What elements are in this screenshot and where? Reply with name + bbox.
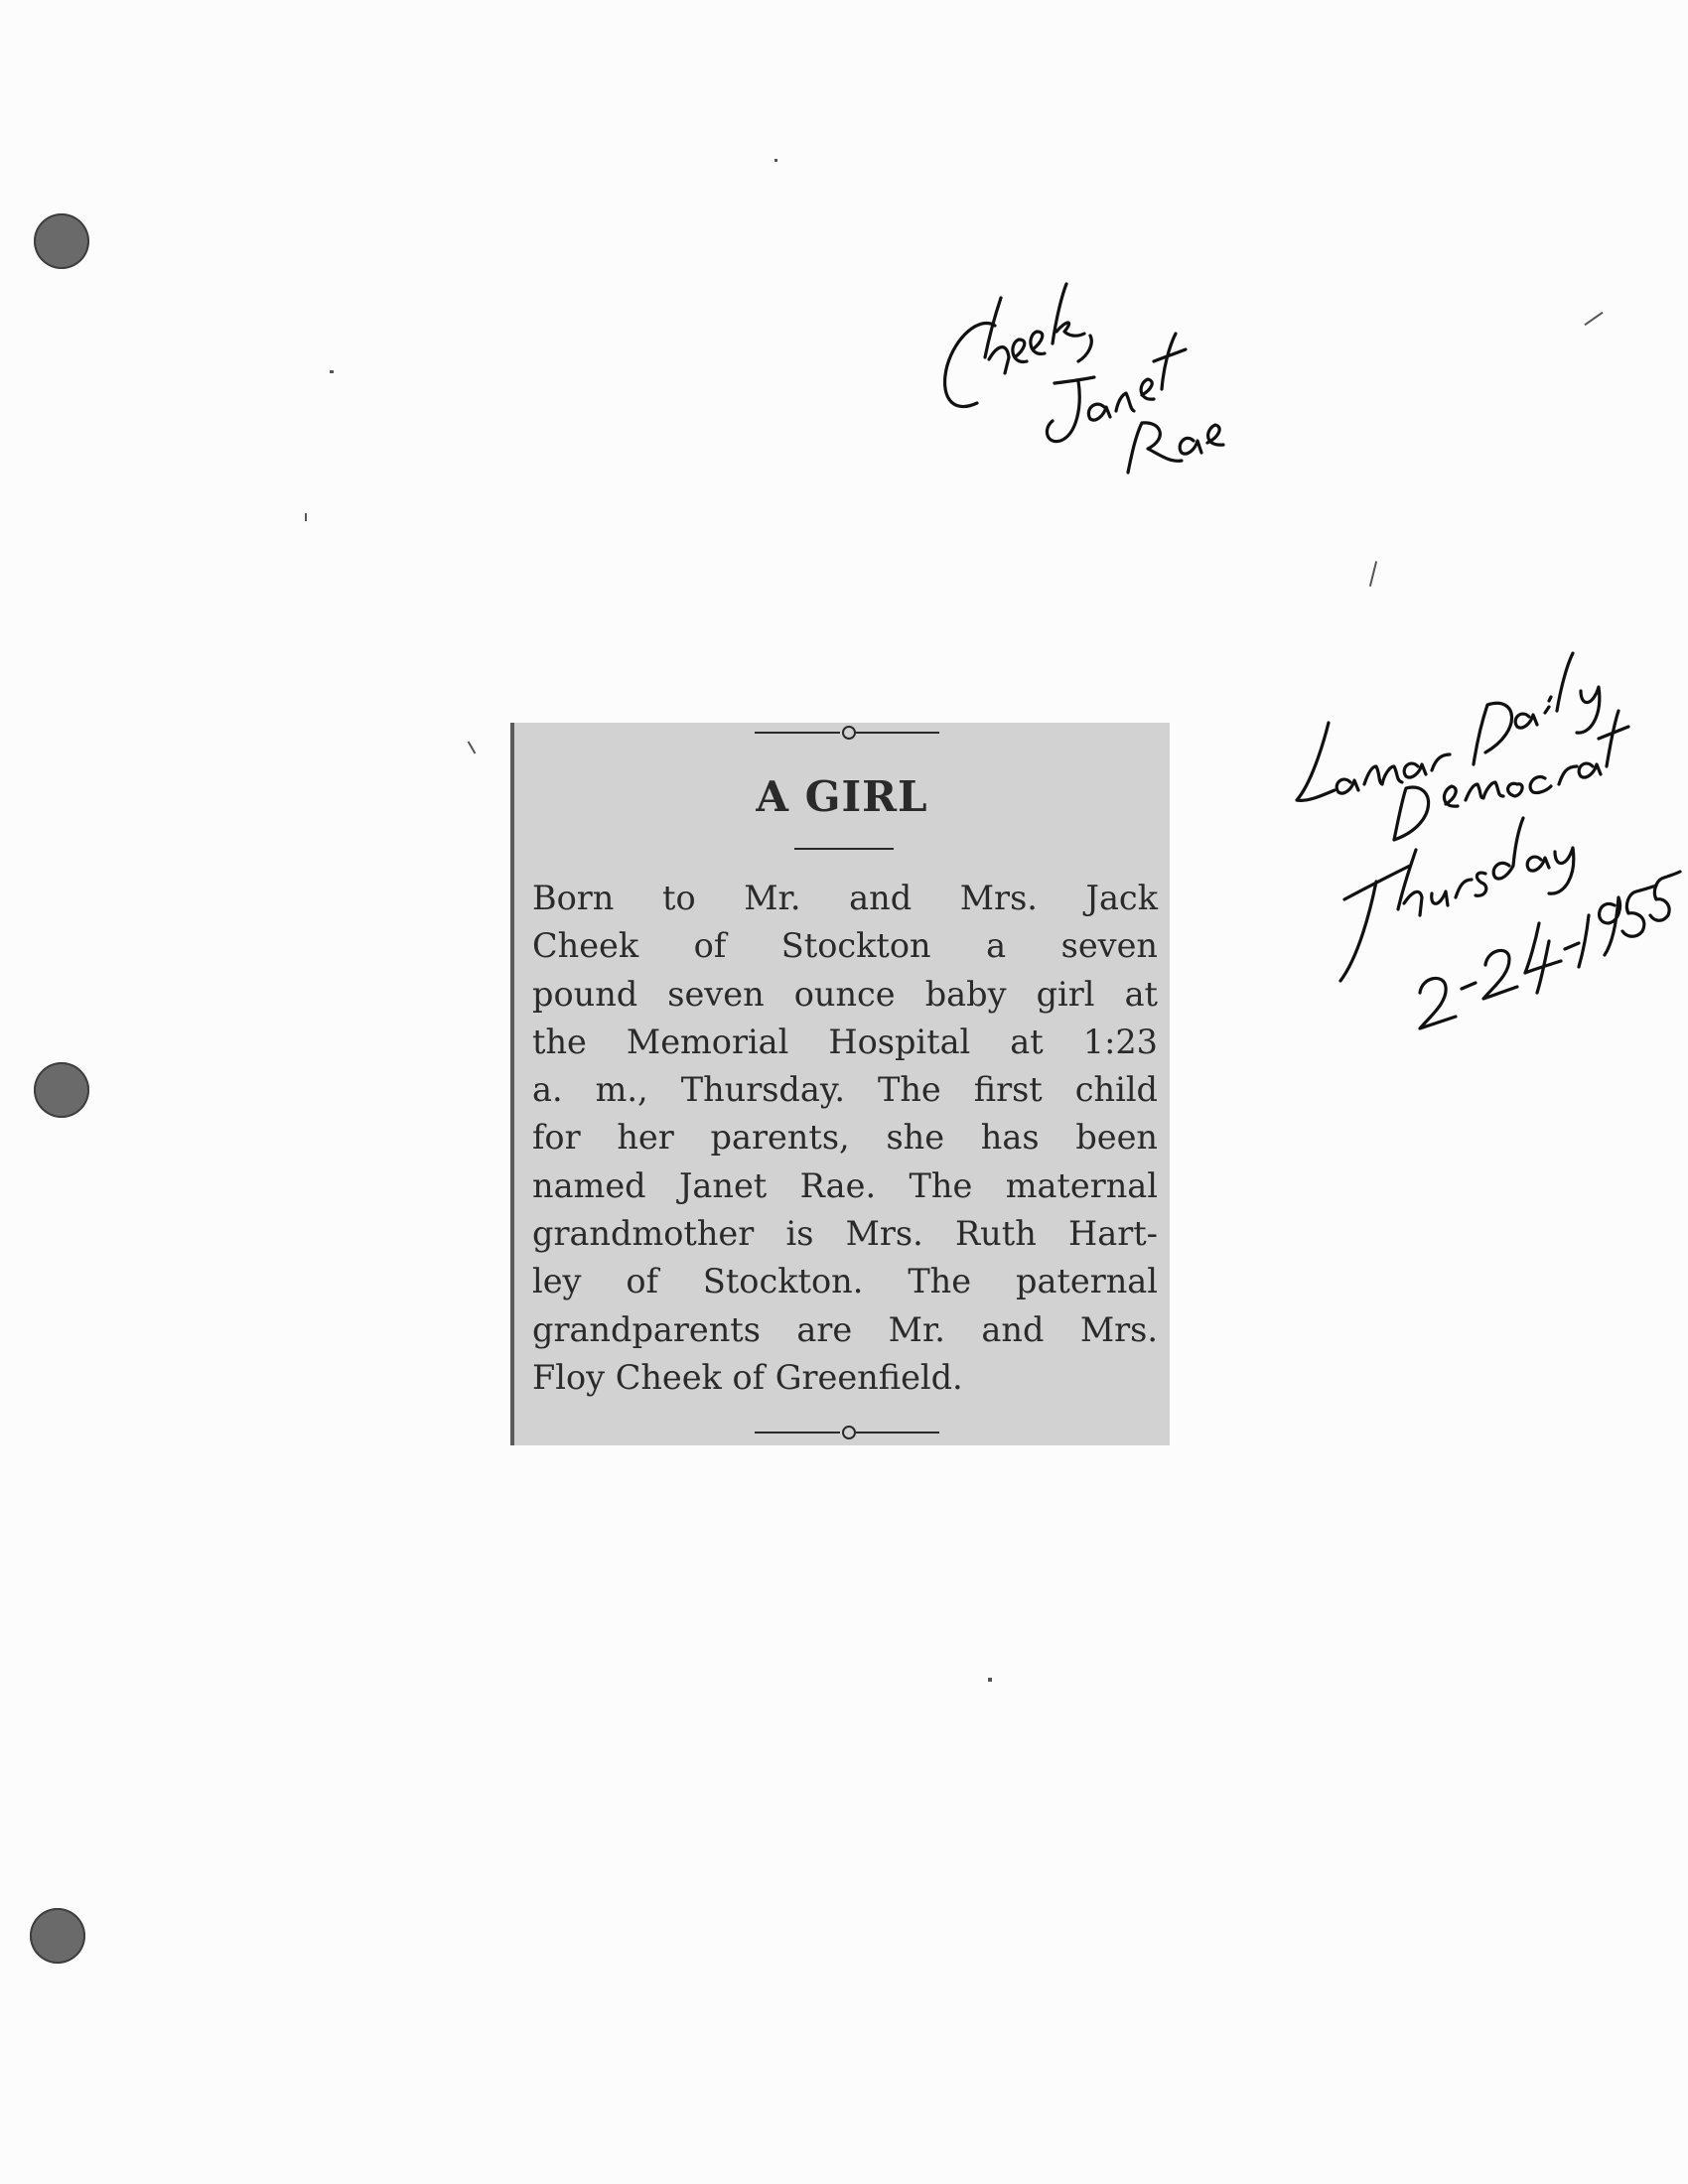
- body-line: named Janet Rae. The maternal: [532, 1165, 1158, 1205]
- body-line: pound seven ounce baby girl at: [532, 974, 1158, 1014]
- body-line: ley of Stockton. The paternal: [532, 1262, 1158, 1301]
- handwritten-name-note: [945, 284, 1223, 473]
- body-line: the Memorial Hospital at 1:23: [532, 1022, 1158, 1061]
- body-line: for her parents, she has been: [532, 1118, 1158, 1158]
- handwritten-source-note: [1297, 653, 1680, 1028]
- body-line: Born to Mr. and Mrs. Jack: [532, 879, 1158, 917]
- body-line: grandmother is Mrs. Ruth Hart-: [532, 1214, 1158, 1254]
- body-line: grandparents are Mr. and Mrs.: [532, 1309, 1158, 1349]
- body-line: a. m., Thursday. The first child: [532, 1070, 1158, 1110]
- body-line: Floy Cheek of Greenfield.: [532, 1357, 963, 1397]
- clipping-headline: A GIRL: [756, 772, 928, 821]
- body-line: Cheek of Stockton a seven: [532, 926, 1158, 966]
